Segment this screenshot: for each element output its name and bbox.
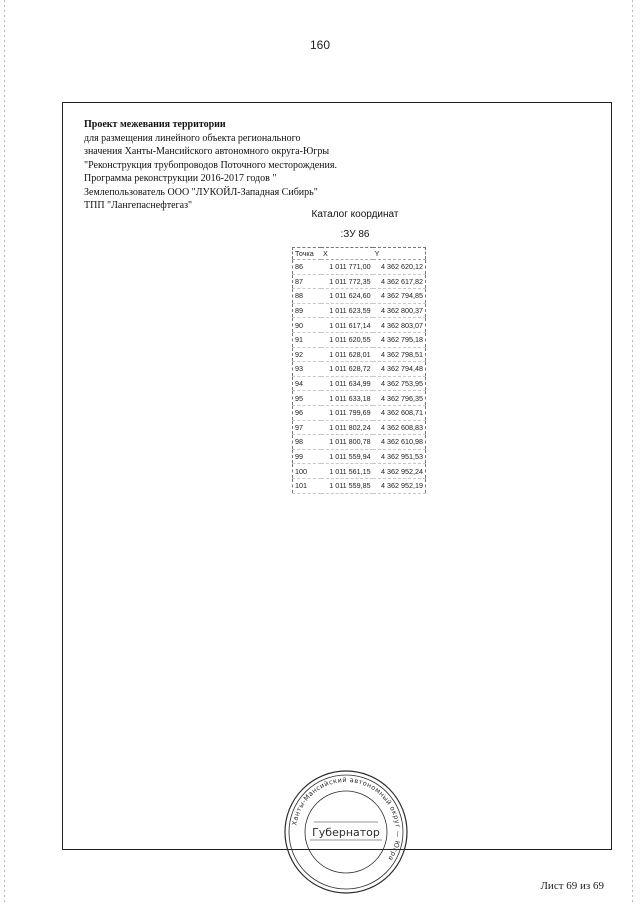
x-cell: 1 011 617,14 [321, 318, 373, 333]
x-cell: 1 011 624,60 [321, 289, 373, 304]
x-cell: 1 011 620,55 [321, 332, 373, 347]
table-header-row [293, 248, 426, 260]
point-cell: 95 [293, 391, 322, 406]
x-cell: 1 011 561,15 [321, 464, 373, 479]
table-row [293, 405, 426, 420]
x-cell: 1 011 802,24 [321, 420, 373, 435]
y-cell: 4 362 952,19 [373, 478, 426, 493]
plot-label: :ЗУ 86 [340, 229, 370, 240]
table-row [293, 478, 426, 493]
point-cell: 99 [293, 449, 322, 464]
y-cell: 4 362 803,07 [373, 318, 426, 333]
point-cell: 94 [293, 376, 322, 391]
y-cell: 4 362 952,24 [373, 464, 426, 479]
seal-center-text: Губернатор [312, 826, 380, 839]
y-cell: 4 362 608,71 [373, 405, 426, 420]
header-line: "Реконструкция трубопроводов Поточного месторождения. [84, 159, 337, 171]
point-cell: 86 [293, 260, 322, 275]
x-cell: 1 011 799,69 [321, 405, 373, 420]
y-cell: 4 362 620,12 [373, 260, 426, 275]
table-row [293, 464, 426, 479]
table-row [293, 362, 426, 377]
y-cell: 4 362 794,85 [373, 289, 426, 304]
point-cell: 89 [293, 303, 322, 318]
table-row [293, 435, 426, 450]
header-line: ТПП "Лангепаснефтегаз" [84, 200, 193, 211]
point-cell: 96 [293, 405, 322, 420]
x-cell: 1 011 628,01 [321, 347, 373, 362]
point-cell: 90 [293, 318, 322, 333]
y-cell: 4 362 753,95 [373, 376, 426, 391]
x-cell: 1 011 559,94 [321, 449, 373, 464]
header-line: Проект межевания территории [84, 119, 226, 130]
table-row [293, 260, 426, 275]
seal-ring-text: Ханты-Мансийский автономный округ — Югра [290, 775, 403, 863]
point-cell: 98 [293, 435, 322, 450]
y-cell: 4 362 794,48 [373, 362, 426, 377]
left-scan-edge [4, 0, 5, 905]
header-line: значения Ханты-Мансийского автономного округа-Югры [84, 146, 330, 157]
header-line: Программа реконструкции 2016-2017 годов " [84, 173, 277, 184]
table-row [293, 420, 426, 435]
sheet-counter: Лист 69 из 69 [540, 880, 604, 892]
y-cell: 4 362 951,53 [373, 449, 426, 464]
table-row [293, 303, 426, 318]
column-header-point: Точка [293, 248, 322, 260]
table-row [293, 274, 426, 289]
y-cell: 4 362 610,98 [373, 435, 426, 450]
point-cell: 101 [293, 478, 322, 493]
point-cell: 92 [293, 347, 322, 362]
right-scan-edge [632, 0, 633, 905]
point-cell: 88 [293, 289, 322, 304]
table-row [293, 376, 426, 391]
table-row [293, 289, 426, 304]
point-cell: 100 [293, 464, 322, 479]
catalog-title: Каталог координат [311, 209, 399, 220]
y-cell: 4 362 798,51 [373, 347, 426, 362]
point-cell: 93 [293, 362, 322, 377]
column-header-x: X [321, 248, 373, 260]
y-cell: 4 362 795,18 [373, 332, 426, 347]
table-row [293, 332, 426, 347]
x-cell: 1 011 633,18 [321, 391, 373, 406]
point-cell: 91 [293, 332, 322, 347]
column-header-y: Y [373, 248, 426, 260]
header-line: для размещения линейного объекта регионального [84, 132, 301, 144]
x-cell: 1 011 628,72 [321, 362, 373, 377]
x-cell: 1 011 559,85 [321, 478, 373, 493]
point-cell: 97 [293, 420, 322, 435]
x-cell: 1 011 771,00 [321, 260, 373, 275]
table-row [293, 449, 426, 464]
y-cell: 4 362 617,82 [373, 274, 426, 289]
x-cell: 1 011 634,99 [321, 376, 373, 391]
x-cell: 1 011 772,35 [321, 274, 373, 289]
x-cell: 1 011 623,59 [321, 303, 373, 318]
y-cell: 4 362 608,83 [373, 420, 426, 435]
point-cell: 87 [293, 274, 322, 289]
table-row [293, 391, 426, 406]
project-header [84, 118, 384, 213]
x-cell: 1 011 800,78 [321, 435, 373, 450]
y-cell: 4 362 796,35 [373, 391, 426, 406]
coordinate-table [292, 247, 426, 494]
y-cell: 4 362 800,37 [373, 303, 426, 318]
official-seal-stamp [282, 768, 410, 896]
page-number: 160 [309, 38, 331, 52]
table-row [293, 347, 426, 362]
table-row [293, 318, 426, 333]
header-line: Землепользователь ООО "ЛУКОЙЛ-Западная Сибирь" [84, 186, 318, 198]
